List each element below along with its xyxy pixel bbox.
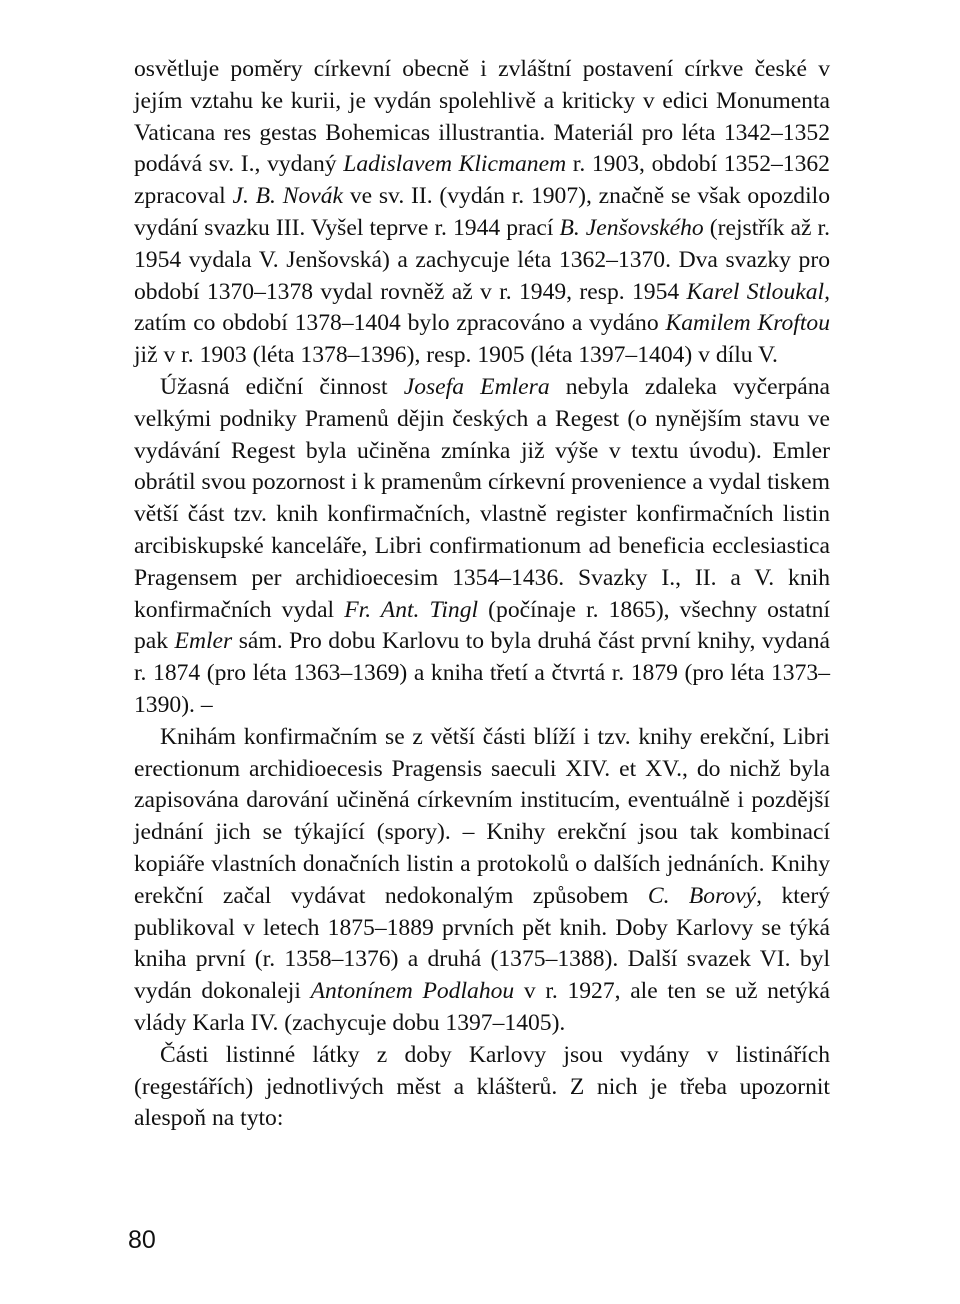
text-segment: v r. 1927, ale ten se už netýká vlády Karla IV. (zachycuje dobu 1397–1405).: [134, 978, 830, 1036]
italic-name-segment: Antonínem Podlahou: [310, 978, 515, 1005]
italic-name-segment: Emler: [174, 628, 233, 655]
page-number: 80: [128, 1226, 156, 1254]
text-segment: Úžasná ediční činnost: [160, 373, 404, 400]
paragraph-1: [134, 54, 830, 372]
text-segment: r. 1903, období 1352–1362 zpracoval: [134, 151, 830, 210]
text-segment: (rejstřík až r. 1954 vydala V. Jenšovská) a zachycuje léta 1362–1370. Dva svazky pro období 1370–1378 vydal rovněž až v r. 1949, resp. 1954: [134, 214, 831, 305]
text-segment: již v r. 1903 (léta 1378–1396), resp. 1905 (léta 1397–1404) v dílu V.: [134, 342, 778, 369]
text-segment: osvětluje poměry církevní obecně i zvláštní postavení církve české v jejím vztahu ke kurii, je vydán spolehlivě a kriticky v edici Monumenta Vaticana res gestas Bohemicas illustrantia. Materiál pro léta 1342–1352 podává sv. I., vydaný: [134, 56, 830, 178]
page-body: [134, 54, 830, 1135]
italic-name-segment: Josefa Emlera: [403, 373, 550, 400]
text-segment: který publikoval v letech 1875–1889 prvních pět knih. Doby Karlovy se týká kniha první (r. 1358–1376) a druhá (1375–1388). Další svazek VI. byl vydán dokonaleji: [134, 882, 830, 1005]
text-segment: sám. Pro dobu Karlovu to byla druhá část první knihy, vydaná r. 1874 (pro léta 1363–1369) a kniha třetí a čtvrtá r. 1879 (pro léta 1373–1390). –: [134, 628, 831, 718]
italic-name-segment: C. Borový,: [647, 882, 763, 909]
text-segment: zatím co období 1378–1404 bylo zpracováno a vydáno: [134, 310, 666, 337]
italic-name-segment: Ladislavem Klicmanem: [343, 151, 567, 178]
paragraph-2: [134, 372, 830, 722]
text-segment: ve sv. II. (vydán r. 1907), značně se však opozdilo vydání svazku III. Vyšel teprve r. 1944 prací: [134, 183, 830, 241]
text-segment: nebyla zdaleka vyčerpána velkými podniky Pramenů dějin českých a Regest (o nynějším stavu ve vydávání Regest byla učiněna zmínka již výše v textu úvodu). Emler obrátil svou pozornost i k pramenům církevní provenience a vydal tiskem větší část tzv. knih konfirmačních, vlastně register konfirmačních listin arcibiskupské kanceláře, Libri confirmationum ad beneficia ecclesiastica Pragensem per archidioecesim 1354–1436. Svazky I., II. a V. knih konfirmačních vydal: [134, 373, 830, 623]
italic-name-segment: Karel Stloukal,: [686, 278, 830, 305]
italic-name-segment: Kamilem Kroftou: [665, 310, 830, 337]
text-segment: Části listinné látky z doby Karlovy jsou vydány v listinářích (regestářích) jednotlivých měst a klášterů. Z nich je třeba upozornit alespoň na tyto:: [134, 1041, 830, 1132]
text-segment: Knihám konfirmačním se z větší části blíží i tzv. knihy erekční, Libri erectionum archidioecesis Pragensis saeculi XIV. et XV., do nichž byla zapisována darování učiněná církevním institucím, eventuálně i pozdější jednání jich se týkající (spory). – Knihy erekční jsou tak kombinací kopiáře vlastních donačních listin a protokolů o dalších jednáních. Knihy erekční začal vydávat nedokonalým způsobem: [134, 723, 830, 909]
text-segment: (počínaje r. 1865), všechny ostatní pak: [134, 596, 831, 655]
paragraph-4: [134, 1040, 830, 1135]
italic-name-segment: J. B. Novák: [232, 183, 344, 210]
italic-name-segment: B. Jenšovského: [559, 214, 704, 241]
paragraph-3: [134, 722, 830, 1040]
italic-name-segment: Fr. Ant. Tingl: [344, 596, 479, 623]
